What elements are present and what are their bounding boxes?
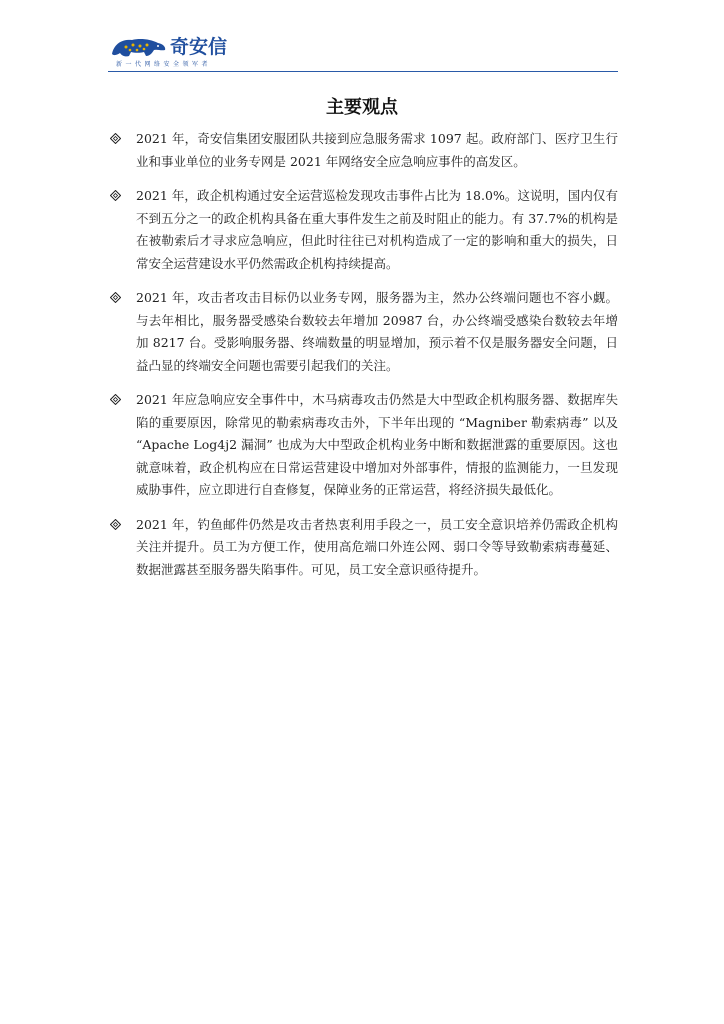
company-slogan: 新一代网络安全领军者 [116,61,212,68]
diamond-bullet-icon [110,389,124,411]
key-point-item [110,287,618,377]
key-point-text: 2021 年应急响应安全事件中，木马病毒攻击仍然是大中型政企机构服务器、数据库失陷的重要原因，除常见的勒索病毒攻击外，下半年出现的 “Magniber 勒索病毒” 以及 “Apache Log4j2 漏洞” 也成为大中型政企机构业务中断和数据泄露的重要原因。这也就意味着，政企机构应在日常运营建设中增加对外部事件，情报的监测能力，一旦发现威胁事件，应立即进行自查修复，保障业务的正常运营，将经济损失最低化。 [136,392,618,497]
document-header [108,30,618,72]
key-point-text: 2021 年，钓鱼邮件仍然是攻击者热衷利用手段之一，员工安全意识培养仍需政企机构关注并提升。员工为方便工作，使用高危端口外连公网、弱口令等导致勒索病毒蔓延、数据泄露甚至服务器失陷事件。可见，员工安全意识亟待提升。 [136,516,618,577]
header-divider [108,71,618,72]
leopard-logo-icon [110,34,168,60]
diamond-bullet-icon [110,287,124,309]
key-point-item [110,389,618,502]
key-point-text: 2021 年，攻击者攻击目标仍以业务专网，服务器为主，然办公终端问题也不容小觑。与去年相比，服务器受感染台数较去年增加 20987 台，办公终端受感染台数较去年增加 8217 台。受影响服务器、终端数量的明显增加，预示着不仅是服务器安全问题，日益凸显的终端安全问题也需要引起我们的关注。 [136,290,618,373]
key-point-item [110,128,618,173]
page-title: 主要观点 [326,97,398,118]
diamond-bullet-icon [110,185,124,207]
company-logo-name: 奇安信 [170,36,228,58]
key-point-text: 2021 年，奇安信集团安服团队共接到应急服务需求 1097 起。政府部门、医疗卫生行业和事业单位的业务专网是 2021 年网络安全应急响应事件的高发区。 [136,131,618,169]
key-point-text: 2021 年，政企机构通过安全运营巡检发现攻击事件占比为 18.0%。这说明，国内仅有不到五分之一的政企机构具备在重大事件发生之前及时阻止的能力。有 37.7%的机构是在被勒索后才寻求应急响应，但此时往往已对机构造成了一定的影响和重大的损失，日常安全运营建设水平仍然需政企机构持续提高。 [136,188,618,271]
key-point-item [110,514,618,582]
key-point-item [110,185,618,275]
key-points-list [110,128,618,593]
diamond-bullet-icon [110,514,124,536]
diamond-bullet-icon [110,128,124,150]
